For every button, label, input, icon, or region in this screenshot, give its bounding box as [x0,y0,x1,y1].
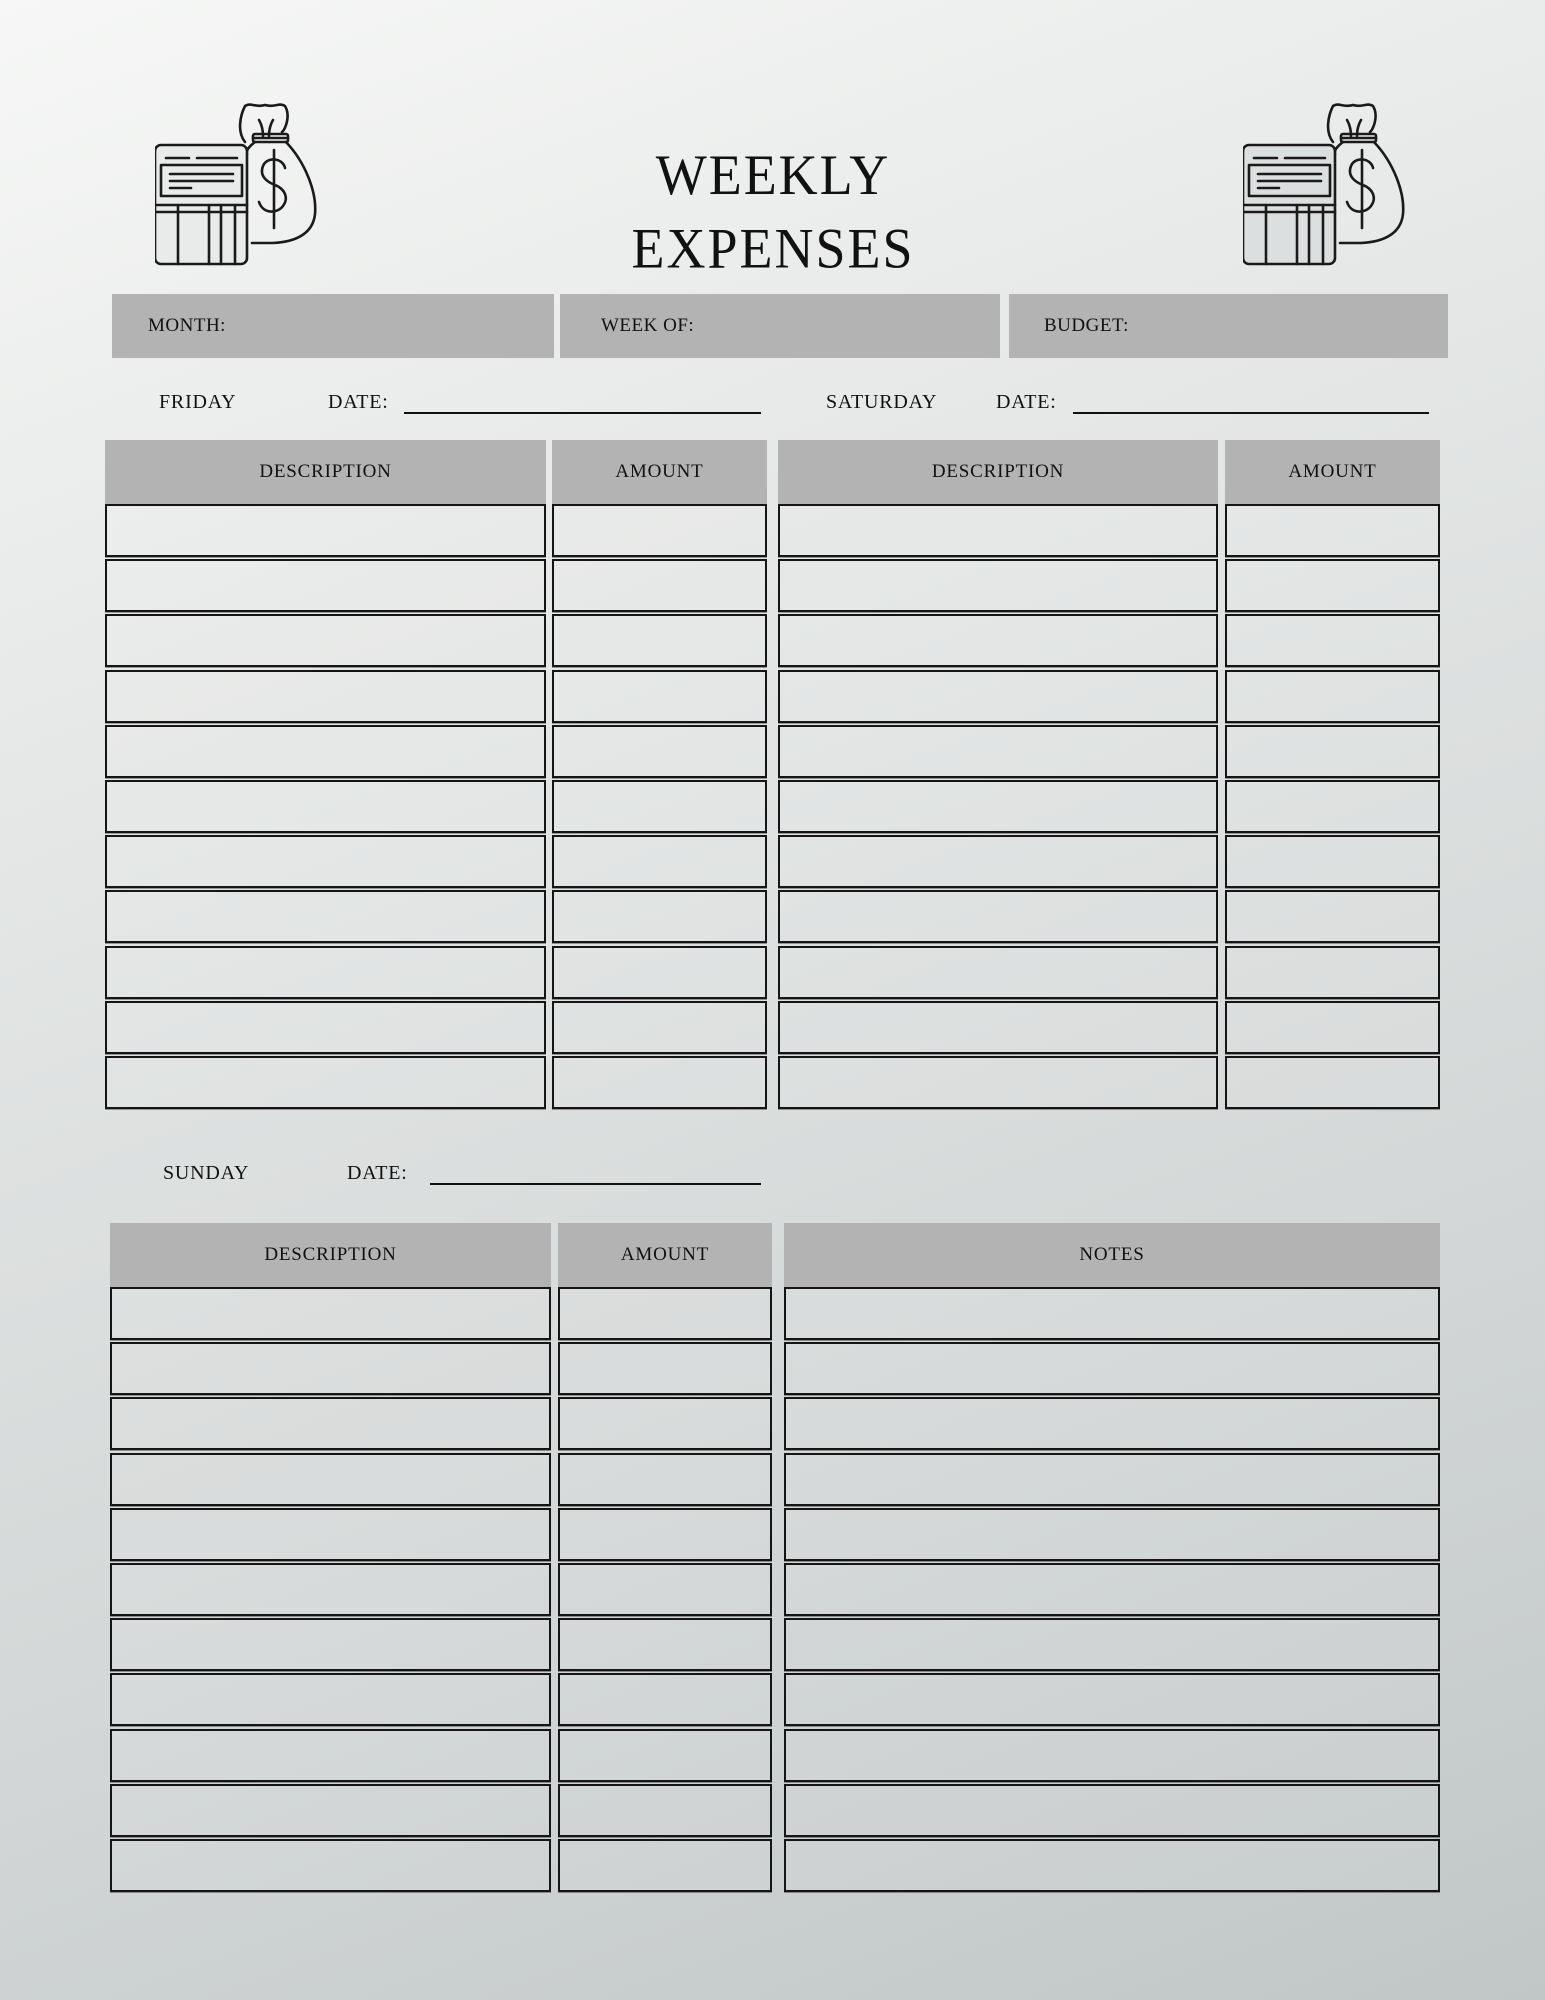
table-cell[interactable] [558,1287,772,1340]
table-cell[interactable] [1225,780,1440,833]
friday-date-label: DATE: [328,391,389,413]
table-cell[interactable] [558,1729,772,1782]
table-cell[interactable] [778,614,1218,667]
table-cell[interactable] [1225,614,1440,667]
table-cell[interactable] [1225,559,1440,612]
table-cell[interactable] [778,780,1218,833]
column-header-description: DESCRIPTION [105,440,546,504]
sunday-notes-column [784,1223,1440,1895]
sunday-amount-column [558,1223,772,1895]
table-cell[interactable] [110,1618,551,1671]
table-cell[interactable] [110,1784,551,1837]
table-cell[interactable] [778,890,1218,943]
saturday-description-column [778,440,1218,1112]
table-cell[interactable] [1225,835,1440,888]
table-cell[interactable] [558,1839,772,1892]
table-cell[interactable] [110,1673,551,1726]
table-cell[interactable] [778,670,1218,723]
column-header-notes: NOTES [784,1223,1440,1287]
table-cell[interactable] [110,1453,551,1506]
table-cell[interactable] [558,1453,772,1506]
table-cell[interactable] [778,725,1218,778]
column-header-description: DESCRIPTION [778,440,1218,504]
friday-amount-cells [552,504,767,1111]
sunday-amount-cells [558,1287,772,1894]
table-cell[interactable] [784,1397,1440,1450]
friday-label: FRIDAY [159,391,237,413]
table-cell[interactable] [784,1453,1440,1506]
table-cell[interactable] [105,890,546,943]
table-cell[interactable] [552,1056,767,1109]
table-cell[interactable] [778,946,1218,999]
table-cell[interactable] [1225,504,1440,557]
table-cell[interactable] [784,1563,1440,1616]
table-cell[interactable] [552,780,767,833]
table-cell[interactable] [110,1342,551,1395]
sunday-description-column [110,1223,551,1895]
table-cell[interactable] [105,780,546,833]
table-cell[interactable] [105,835,546,888]
table-cell[interactable] [110,1287,551,1340]
table-cell[interactable] [558,1508,772,1561]
month-field[interactable] [112,294,554,358]
table-cell[interactable] [784,1784,1440,1837]
page-title: WEEKLY EXPENSES [631,143,915,280]
table-cell[interactable] [558,1618,772,1671]
table-cell[interactable] [105,1001,546,1054]
table-cell[interactable] [552,504,767,557]
table-cell[interactable] [784,1839,1440,1892]
table-cell[interactable] [1225,1056,1440,1109]
sunday-date-input[interactable] [430,1183,761,1185]
table-cell[interactable] [110,1508,551,1561]
table-cell[interactable] [105,504,546,557]
table-cell[interactable] [558,1397,772,1450]
table-cell[interactable] [778,559,1218,612]
table-cell[interactable] [784,1673,1440,1726]
table-cell[interactable] [552,614,767,667]
sunday-date-label: DATE: [347,1162,408,1184]
saturday-amount-column [1225,440,1440,1112]
table-cell[interactable] [105,725,546,778]
calculator-money-bag-icon [1243,102,1407,266]
table-cell[interactable] [105,559,546,612]
table-cell[interactable] [110,1563,551,1616]
table-cell[interactable] [110,1397,551,1450]
table-cell[interactable] [784,1729,1440,1782]
table-cell[interactable] [778,835,1218,888]
column-header-amount: AMOUNT [552,440,767,504]
table-cell[interactable] [1225,946,1440,999]
table-cell[interactable] [558,1342,772,1395]
table-cell[interactable] [110,1729,551,1782]
table-cell[interactable] [105,614,546,667]
calculator-money-bag-icon [155,102,319,266]
saturday-description-cells [778,504,1218,1111]
table-cell[interactable] [784,1287,1440,1340]
table-cell[interactable] [784,1618,1440,1671]
table-cell[interactable] [552,1001,767,1054]
table-cell[interactable] [784,1342,1440,1395]
table-cell[interactable] [552,559,767,612]
column-header-amount: AMOUNT [558,1223,772,1287]
column-header-amount: AMOUNT [1225,440,1440,504]
sunday-description-cells [110,1287,551,1894]
week-of-field[interactable] [560,294,1000,358]
friday-amount-column [552,440,767,1112]
column-header-description: DESCRIPTION [110,1223,551,1287]
saturday-amount-cells [1225,504,1440,1111]
table-cell[interactable] [558,1673,772,1726]
table-cell[interactable] [1225,890,1440,943]
budget-field[interactable] [1009,294,1448,358]
table-cell[interactable] [778,1001,1218,1054]
sunday-label: SUNDAY [163,1162,250,1184]
table-cell[interactable] [105,946,546,999]
table-cell[interactable] [552,835,767,888]
table-cell[interactable] [558,1563,772,1616]
sunday-notes-cells [784,1287,1440,1894]
table-cell[interactable] [784,1508,1440,1561]
table-cell[interactable] [105,1056,546,1109]
month-label: MONTH: [148,315,226,336]
table-cell[interactable] [110,1839,551,1892]
table-cell[interactable] [558,1784,772,1837]
table-cell[interactable] [1225,1001,1440,1054]
saturday-date-input[interactable] [1073,412,1429,414]
friday-description-column [105,440,546,1112]
friday-date-input[interactable] [404,412,761,414]
table-cell[interactable] [1225,670,1440,723]
week-of-label: WEEK OF: [601,315,695,336]
table-cell[interactable] [778,504,1218,557]
table-cell[interactable] [105,670,546,723]
table-cell[interactable] [1225,725,1440,778]
saturday-label: SATURDAY [826,391,938,413]
friday-description-cells [105,504,546,1111]
saturday-date-label: DATE: [996,391,1057,413]
table-cell[interactable] [552,890,767,943]
table-cell[interactable] [552,946,767,999]
table-cell[interactable] [778,1056,1218,1109]
table-cell[interactable] [552,670,767,723]
budget-label: BUDGET: [1044,315,1129,336]
table-cell[interactable] [552,725,767,778]
